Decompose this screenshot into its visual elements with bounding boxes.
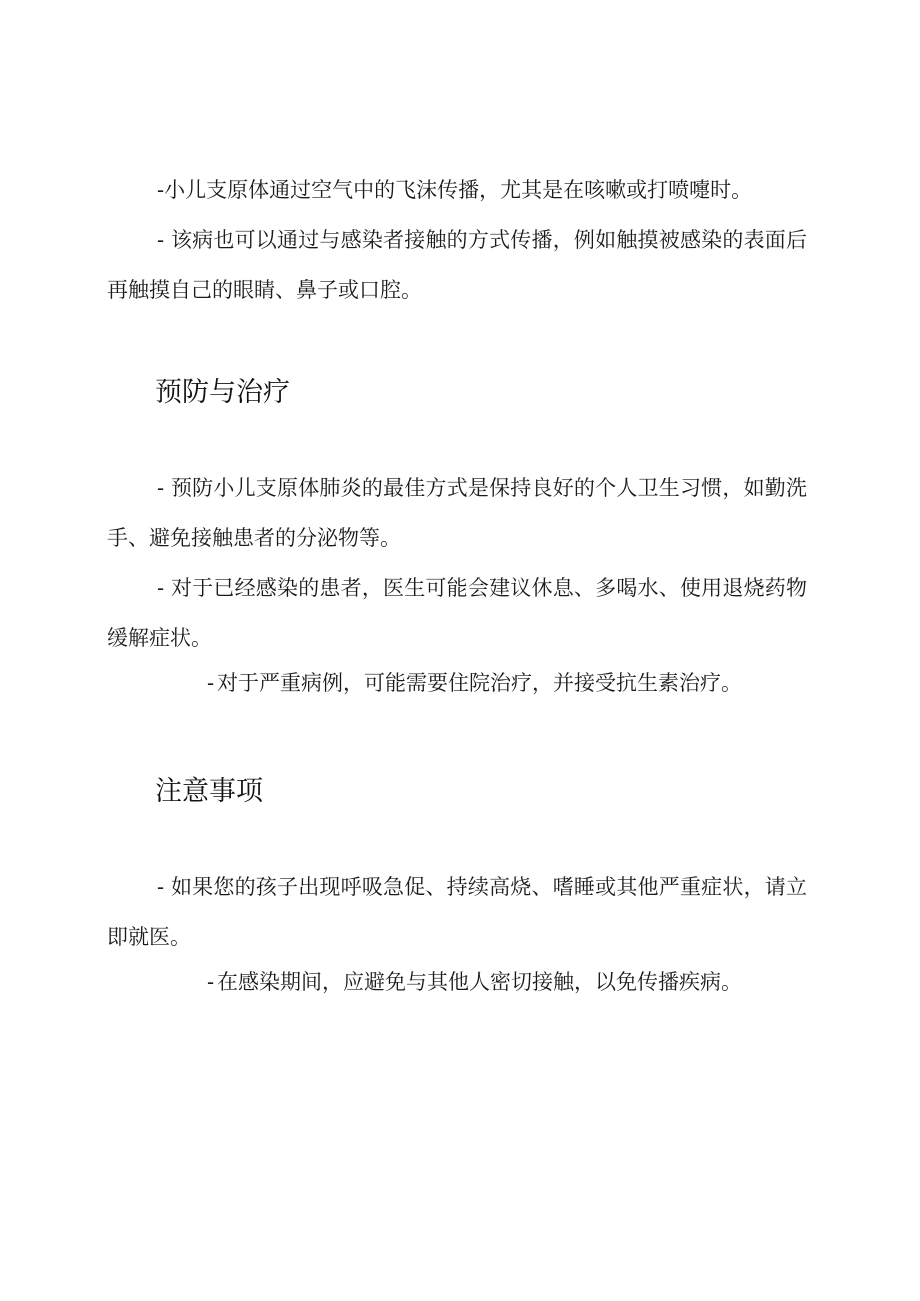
prevention-item-1: - 预防小儿支原体肺炎的最佳方式是保持良好的个人卫生习惯，如勤洗手、避免接触患者的分泌物等。: [107, 476, 807, 550]
prevention-item-3-text: 对于严重病例，可能需要住院治疗，并接受抗生素治疗。: [217, 671, 742, 695]
list-dash: -: [207, 970, 215, 994]
prevention-item-2: - 对于已经感染的患者，医生可能会建议休息、多喝水、使用退烧药物缓解症状。: [107, 576, 807, 650]
section-heading-prevention: 预防与治疗: [155, 377, 290, 408]
transmission-item-2: - 该病也可以通过与感染者接触的方式传播，例如触摸被感染的表面后再触摸自己的眼睛、鼻子或口腔。: [107, 228, 807, 302]
list-dash: -: [207, 671, 215, 695]
notes-item-1: - 如果您的孩子出现呼吸急促、持续高烧、嗜睡或其他严重症状，请立即就医。: [107, 875, 807, 949]
prevention-item-3: [107, 658, 807, 708]
notes-item-2-text: 在感染期间，应避免与其他人密切接触，以免传播疾病。: [217, 970, 742, 994]
section-heading-notes: 注意事项: [155, 776, 263, 807]
transmission-item-1: -小儿支原体通过空气中的飞沫传播，尤其是在咳嗽或打喷嚏时。: [157, 178, 753, 202]
notes-item-2: [107, 957, 807, 1007]
